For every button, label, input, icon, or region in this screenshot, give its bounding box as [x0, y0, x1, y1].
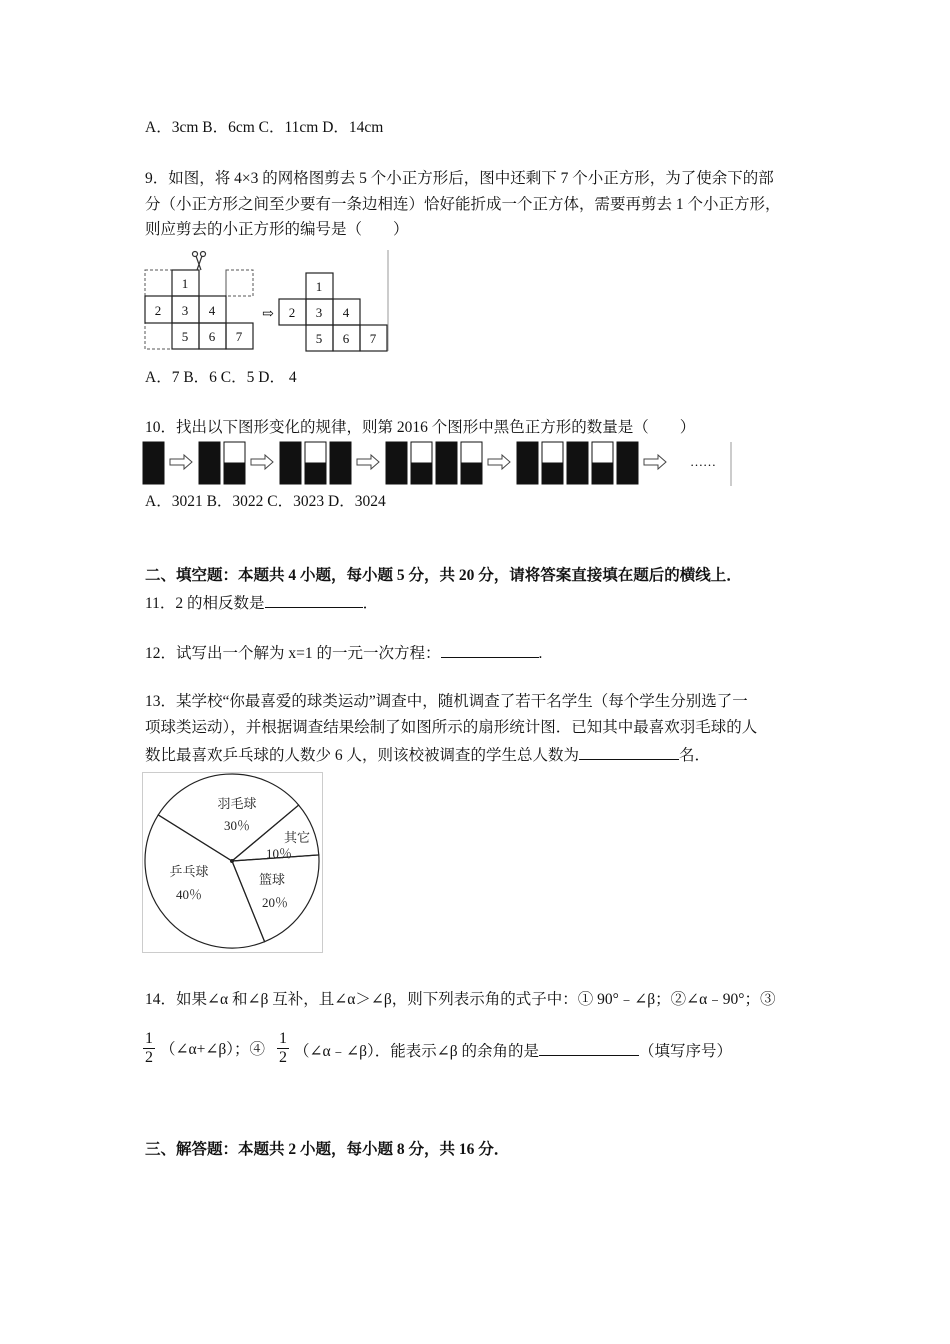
- q10-fig1-bottom-square-1: [143, 463, 164, 484]
- q10-fig4-bottom-square-1: [386, 463, 407, 484]
- pie-label-badminton: 羽毛球: [217, 796, 257, 811]
- q13-stem-line2: 项球类运动），并根据调查结果绘制了如图所示的扇形统计图．已知其中最喜欢羽毛球的人: [145, 719, 758, 736]
- right-label-3: 3: [315, 305, 323, 320]
- q10-fig4-top-square-1: [386, 442, 407, 463]
- q10-fig4-bottom-square-2: [411, 463, 432, 484]
- q14-answer-blank[interactable]: [539, 1040, 639, 1056]
- left-label-5: 5: [181, 329, 189, 344]
- q14-frac3-num: 1: [145, 1030, 153, 1047]
- q10-fig4-bottom-square-4: [461, 463, 482, 484]
- right-label-5: 5: [315, 331, 323, 346]
- section2-heading: 二、填空题：本题共 4 小题，每小题 5 分，共 20 分，请将答案直接填在题后的横线上．: [145, 567, 742, 584]
- q10-fig2-bottom-square-1: [199, 463, 220, 484]
- q10-fig3-bottom-square-2: [305, 463, 326, 484]
- q8-options: A．3cm B．6cm C．11cm D．14cm: [145, 119, 384, 136]
- pie-label-other: 其它: [283, 830, 311, 845]
- q10-fig5-bottom-square-2: [542, 463, 563, 484]
- q10-fig1-top-square-1: [143, 442, 164, 463]
- right-label-2: 2: [288, 305, 296, 320]
- q10-arrow-icon-2: [251, 455, 273, 469]
- q9-arrow: ⇨: [262, 307, 274, 322]
- left-label-4: 4: [208, 303, 216, 318]
- q9-stem-line1: 9．如图，将 4×3 的网格图剪去 5 个小正方形后，图中还剩下 7 个小正方形，为了使余下的部: [145, 170, 774, 187]
- q10-ellipsis: ……: [690, 454, 716, 469]
- q10-fig3-top-square-2: [305, 442, 326, 463]
- q10-fig3-top-square-3: [330, 442, 351, 463]
- section3-heading: 三、解答题：本题共 2 小题，每小题 8 分，共 16 分．: [145, 1141, 510, 1158]
- q10-fig3-bottom-square-1: [280, 463, 301, 484]
- q14-frac3-den: 2: [145, 1049, 153, 1066]
- q13-stem-line3: [145, 744, 710, 766]
- left-label-3: 3: [181, 303, 189, 318]
- pie-label-pingpong: 乒乓球: [169, 864, 209, 879]
- q10-fig4-top-square-3: [436, 442, 457, 463]
- q10-fig5-top-square-2: [542, 442, 563, 463]
- q9-stem-line2: 分（小正方形之间至少要有一条边相连）恰好能折成一个正方体，需要再剪去 1 个小正方形，: [145, 196, 781, 213]
- q10-fig2-top-square-1: [199, 442, 220, 463]
- right-label-4: 4: [342, 305, 350, 320]
- q10-fig4-top-square-2: [411, 442, 432, 463]
- right-label-7: 7: [369, 331, 377, 346]
- q11: [145, 592, 378, 614]
- q10-arrow-icon-5: [644, 455, 666, 469]
- pie-percent-badminton: 30％: [223, 818, 251, 833]
- q14-frac4-den: 2: [279, 1049, 287, 1066]
- q14-fraction-4: [277, 1030, 289, 1067]
- q10-stem: 10．找出以下图形变化的规律，则第 2016 个图形中黑色正方形的数量是（ ）: [145, 419, 696, 436]
- q14-frac4-num: 1: [279, 1030, 287, 1047]
- q12-text: 12．试写出一个解为 x=1 的一元一次方程：: [145, 645, 441, 662]
- q10-fig4-bottom-square-3: [436, 463, 457, 484]
- q11-post: ．: [362, 595, 379, 612]
- q11-answer-blank[interactable]: [265, 592, 363, 608]
- left-label-6: 6: [208, 329, 216, 344]
- pie-label-basketball: 篮球: [258, 872, 286, 887]
- q11-text: 11．2 的相反数是: [145, 595, 265, 612]
- scissors-icon: [193, 252, 206, 271]
- q10-arrow-icon-1: [170, 455, 192, 469]
- q12: [145, 642, 542, 664]
- left-label-1: 1: [181, 276, 189, 291]
- q13-line3-post: 名．: [679, 747, 711, 764]
- right-label-1: 1: [315, 279, 323, 294]
- q13-pie-chart: [142, 772, 324, 954]
- q10-fig3-bottom-square-3: [330, 463, 351, 484]
- q10-fig5-bottom-square-4: [592, 463, 613, 484]
- q10-fig5-bottom-square-5: [617, 463, 638, 484]
- q10-figure: [140, 440, 735, 488]
- right-label-6: 6: [342, 331, 350, 346]
- q10-fig5-bottom-square-1: [517, 463, 538, 484]
- q10-fig5-top-square-3: [567, 442, 588, 463]
- q12-post: .: [538, 645, 543, 662]
- pie-percent-basketball: 20％: [261, 895, 289, 910]
- pie-slice-pingpong: [145, 815, 265, 948]
- q14-part4: [294, 1040, 732, 1062]
- pie-percent-other: 10％: [265, 846, 293, 861]
- q9-figure: [140, 248, 395, 358]
- pie-center: [230, 859, 234, 863]
- q10-options: A．3021 B．3022 C．3023 D．3024: [145, 493, 386, 510]
- q10-fig5-top-square-5: [617, 442, 638, 463]
- q10-fig4-top-square-4: [461, 442, 482, 463]
- left-label-7: 7: [235, 329, 243, 344]
- left-label-2: 2: [154, 303, 162, 318]
- q14-part4-text: （∠α﹣∠β）．能表示∠β 的余角的是: [294, 1043, 539, 1060]
- q14-part4-post: （填写序号）: [638, 1043, 732, 1060]
- q9-stem-line3: 则应剪去的小正方形的编号是（ ）: [145, 221, 409, 238]
- q12-answer-blank[interactable]: [441, 642, 539, 658]
- q13-line3-text: 数比最喜欢乒乓球的人数少 6 人，则该校被调查的学生总人数为: [145, 747, 580, 764]
- q13-answer-blank[interactable]: [579, 744, 679, 760]
- q14-fraction-3: [143, 1030, 155, 1067]
- q14-part3: （∠α+∠β）；④: [160, 1041, 265, 1058]
- q10-fig5-bottom-square-3: [567, 463, 588, 484]
- q10-fig2-top-square-2: [224, 442, 245, 463]
- q10-arrow-icon-3: [357, 455, 379, 469]
- q10-fig5-top-square-4: [592, 442, 613, 463]
- q9-options: A．7 B．6 C．5 D． 4: [145, 369, 297, 386]
- q10-fig2-bottom-square-2: [224, 463, 245, 484]
- q10-fig5-top-square-1: [517, 442, 538, 463]
- q10-arrow-icon-4: [488, 455, 510, 469]
- pie-percent-pingpong: 40％: [175, 887, 203, 902]
- q10-fig3-top-square-1: [280, 442, 301, 463]
- q13-stem-line1: 13．某学校“你最喜爱的球类运动”调查中，随机调查了若干名学生（每个学生分别选了一: [145, 693, 748, 710]
- q14-stem-line1: 14．如果∠α 和∠β 互补，且∠α＞∠β，则下列表示角的式子中：① 90°﹣∠β；②∠α﹣90°；③: [145, 991, 776, 1008]
